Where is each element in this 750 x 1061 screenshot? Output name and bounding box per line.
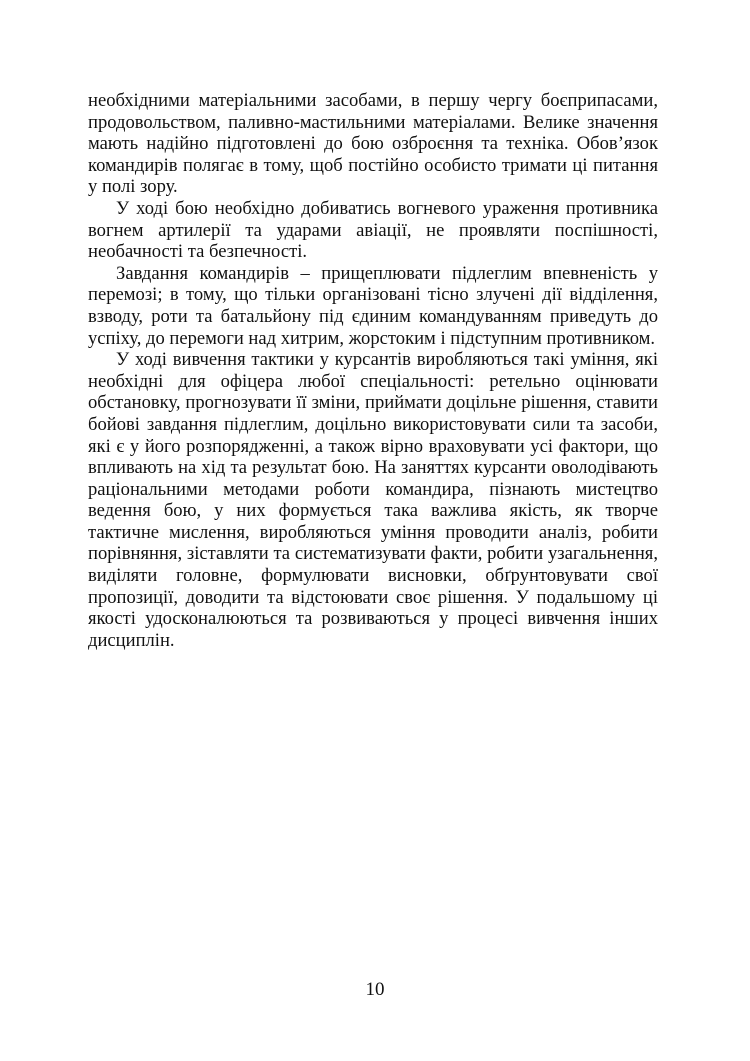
page-number: 10 <box>365 979 385 1000</box>
paragraph-commanders-task: Завдання командирів – прищеплювати підлеглим впевненість у перемозі; в тому, що тільки організовані тісно злучені дії відділення, взводу, роти та батальйону під єдиним командуванням приведуть до успіху, до перемоги над хитрим, жорстоким і підступним противником. <box>88 262 658 349</box>
paragraph-tactics-skills: У ході вивчення тактики у курсантів виробляються такі уміння, які необхідні для офіцера любої спеціальності: ретельно оцінювати обстановку, прогнозувати її зміни, приймати доцільне рішення, ставити бойові завдання підлеглим, доцільно використовувати сили та засоби, які є у його розпорядженні, а також вірно враховувати усі фактори, що впливають на хід та результат бою. На заняттях курсанти оволодівають раціональними методами роботи командира, пізнають мистецтво ведення бою, у них формується така важлива якість, як творче тактичне мислення, виробляються уміння проводити аналіз, робити порівняння, зіставляти та систематизувати факти, робити узагальнення, виділяти головне, формулювати висновки, обґрунтовувати свої пропозиції, доводити та відстоювати своє рішення. У подальшому ці якості удосконалюються та розвиваються у процесі вивчення інших дисциплін. <box>88 349 658 651</box>
paragraph-battle-fire: У ході бою необхідно добиватись вогневого ураження противника вогнем артилерії та ударами авіації, не проявляти поспішності, необачності та безпечності. <box>88 197 658 263</box>
paragraph-continuation: необхідними матеріальними засобами, в першу чергу боєприпасами, продовольством, паливно-мастильними матеріалами. Велике значення мають надійно підготовлені до бою озброєння та техніка. Обов’язок командирів полягає в тому, щоб постійно особисто тримати ці питання у полі зору. <box>88 90 658 198</box>
body-text <box>88 90 658 651</box>
